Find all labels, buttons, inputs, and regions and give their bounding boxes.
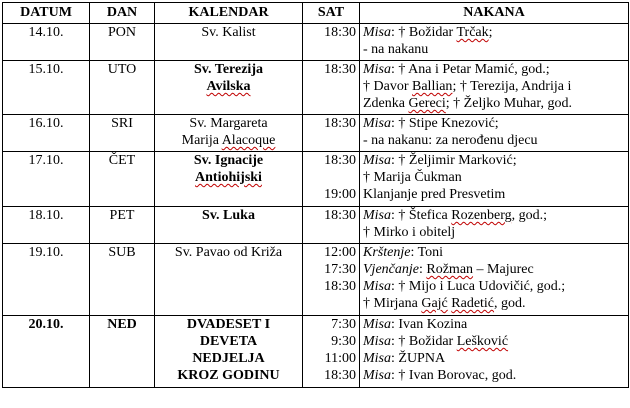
header-nakana: NAKANA xyxy=(360,3,629,24)
intention-line: † Marija Čukman xyxy=(363,170,462,185)
calendar-line: Antiohijski xyxy=(195,170,262,185)
intention-cell xyxy=(360,115,629,152)
date-cell: 14.10. xyxy=(3,24,90,61)
intention-cell xyxy=(360,244,629,316)
time-line: 18:30 xyxy=(324,62,356,77)
intention-line: Misa: † Božidar Lešković xyxy=(363,334,509,349)
intention-line: Misa: † Ivan Borovac, god. xyxy=(363,368,517,383)
day-cell: NED xyxy=(90,316,155,388)
intention-line: Vjenčanje: Rožman – Majurec xyxy=(363,262,534,277)
calendar-line: Sv. Ignacije xyxy=(193,153,264,168)
calendar-line: KROZ GODINU xyxy=(177,368,280,383)
calendar-line: Marija Alacoque xyxy=(181,133,276,148)
time-line: 17:30 xyxy=(324,262,356,277)
intention-line: - na nakanu xyxy=(363,42,429,57)
date-cell: 16.10. xyxy=(3,115,90,152)
calendar-cell xyxy=(155,115,303,152)
time-cell xyxy=(303,61,360,115)
intention-line: Zdenka Gereci; † Željko Muhar, god. xyxy=(363,96,572,111)
header-sat: SAT xyxy=(303,3,360,24)
time-line: 7:30 xyxy=(331,317,356,332)
calendar-line: DEVETA xyxy=(199,334,258,349)
calendar-line: Sv. Pavao od Križa xyxy=(174,245,283,260)
intention-line: Klanjanje pred Presvetim xyxy=(363,187,506,202)
calendar-cell xyxy=(155,24,303,61)
mass-schedule-document xyxy=(2,2,628,406)
time-line: 18:30 xyxy=(324,208,356,223)
time-line: 18:30 xyxy=(324,279,356,294)
time-line: 11:00 xyxy=(324,351,356,366)
time-cell xyxy=(303,316,360,388)
date-cell: 18.10. xyxy=(3,207,90,244)
time-cell xyxy=(303,207,360,244)
intention-line: † Mirko i obitelj xyxy=(363,225,456,240)
time-line: 18:30 xyxy=(324,25,356,40)
table-row xyxy=(3,61,629,115)
date-cell: 19.10. xyxy=(3,244,90,316)
calendar-line: Sv. Terezija xyxy=(194,62,263,77)
time-line: 19:00 xyxy=(324,187,356,202)
header-dan: DAN xyxy=(90,3,155,24)
date-cell: 17.10. xyxy=(3,152,90,207)
intention-line: Krštenje: Toni xyxy=(363,245,444,260)
day-cell: PET xyxy=(90,207,155,244)
intention-line: Misa: ŽUPNA xyxy=(363,351,446,366)
date-cell: 20.10. xyxy=(3,316,90,388)
header-datum: DATUM xyxy=(3,3,90,24)
intention-line: Misa: Ivan Kozina xyxy=(363,317,468,332)
time-cell xyxy=(303,115,360,152)
header-kalendar: KALENDAR xyxy=(155,3,303,24)
intention-line: - na nakanu: za nerođenu djecu xyxy=(363,133,538,148)
day-cell: SUB xyxy=(90,244,155,316)
table-row xyxy=(3,244,629,316)
intention-line: Misa: † Stipe Knezović; xyxy=(363,116,499,131)
time-line: 9:30 xyxy=(331,334,356,349)
day-cell: ČET xyxy=(90,152,155,207)
table-row xyxy=(3,152,629,207)
intention-cell xyxy=(360,24,629,61)
time-cell xyxy=(303,244,360,316)
calendar-line: Avilska xyxy=(206,79,251,94)
table-row xyxy=(3,24,629,61)
calendar-cell xyxy=(155,244,303,316)
day-cell: UTO xyxy=(90,61,155,115)
calendar-line: Sv. Luka xyxy=(202,208,255,223)
intention-line: † Mirjana Gajć Radetić, god. xyxy=(363,296,526,311)
intention-line: Misa: † Ana i Petar Mamić, god.; xyxy=(363,62,550,77)
table-row xyxy=(3,316,629,388)
time-cell xyxy=(303,24,360,61)
time-line: 18:30 xyxy=(324,116,356,131)
intention-cell xyxy=(360,61,629,115)
intention-line: Misa: † Željimir Marković; xyxy=(363,153,517,168)
calendar-cell xyxy=(155,61,303,115)
day-cell: SRI xyxy=(90,115,155,152)
time-line: 18:30 xyxy=(324,153,356,168)
intention-line: Misa: † Štefica Rozenberg, god.; xyxy=(363,208,548,223)
calendar-line: DVADESET I xyxy=(186,317,271,332)
table-row xyxy=(3,115,629,152)
calendar-line: Sv. Kalist xyxy=(201,25,256,40)
header-row xyxy=(3,3,629,24)
intention-cell xyxy=(360,207,629,244)
time-line: 18:30 xyxy=(324,368,356,383)
calendar-cell xyxy=(155,316,303,388)
calendar-cell xyxy=(155,207,303,244)
time-cell xyxy=(303,152,360,207)
calendar-cell xyxy=(155,152,303,207)
calendar-line: NEDJELJA xyxy=(192,351,265,366)
intention-line: Misa: † Božidar Trčak; xyxy=(363,25,493,40)
date-cell: 15.10. xyxy=(3,61,90,115)
mass-schedule-table xyxy=(2,2,629,388)
intention-cell xyxy=(360,152,629,207)
intention-line: Misa: † Mijo i Luca Udovičić, god.; xyxy=(363,279,566,294)
time-line: 12:00 xyxy=(324,245,356,260)
intention-cell xyxy=(360,316,629,388)
calendar-line: Sv. Margareta xyxy=(189,116,268,131)
table-row xyxy=(3,207,629,244)
day-cell: PON xyxy=(90,24,155,61)
intention-line: † Davor Ballian; † Terezija, Andrija i xyxy=(363,79,572,94)
